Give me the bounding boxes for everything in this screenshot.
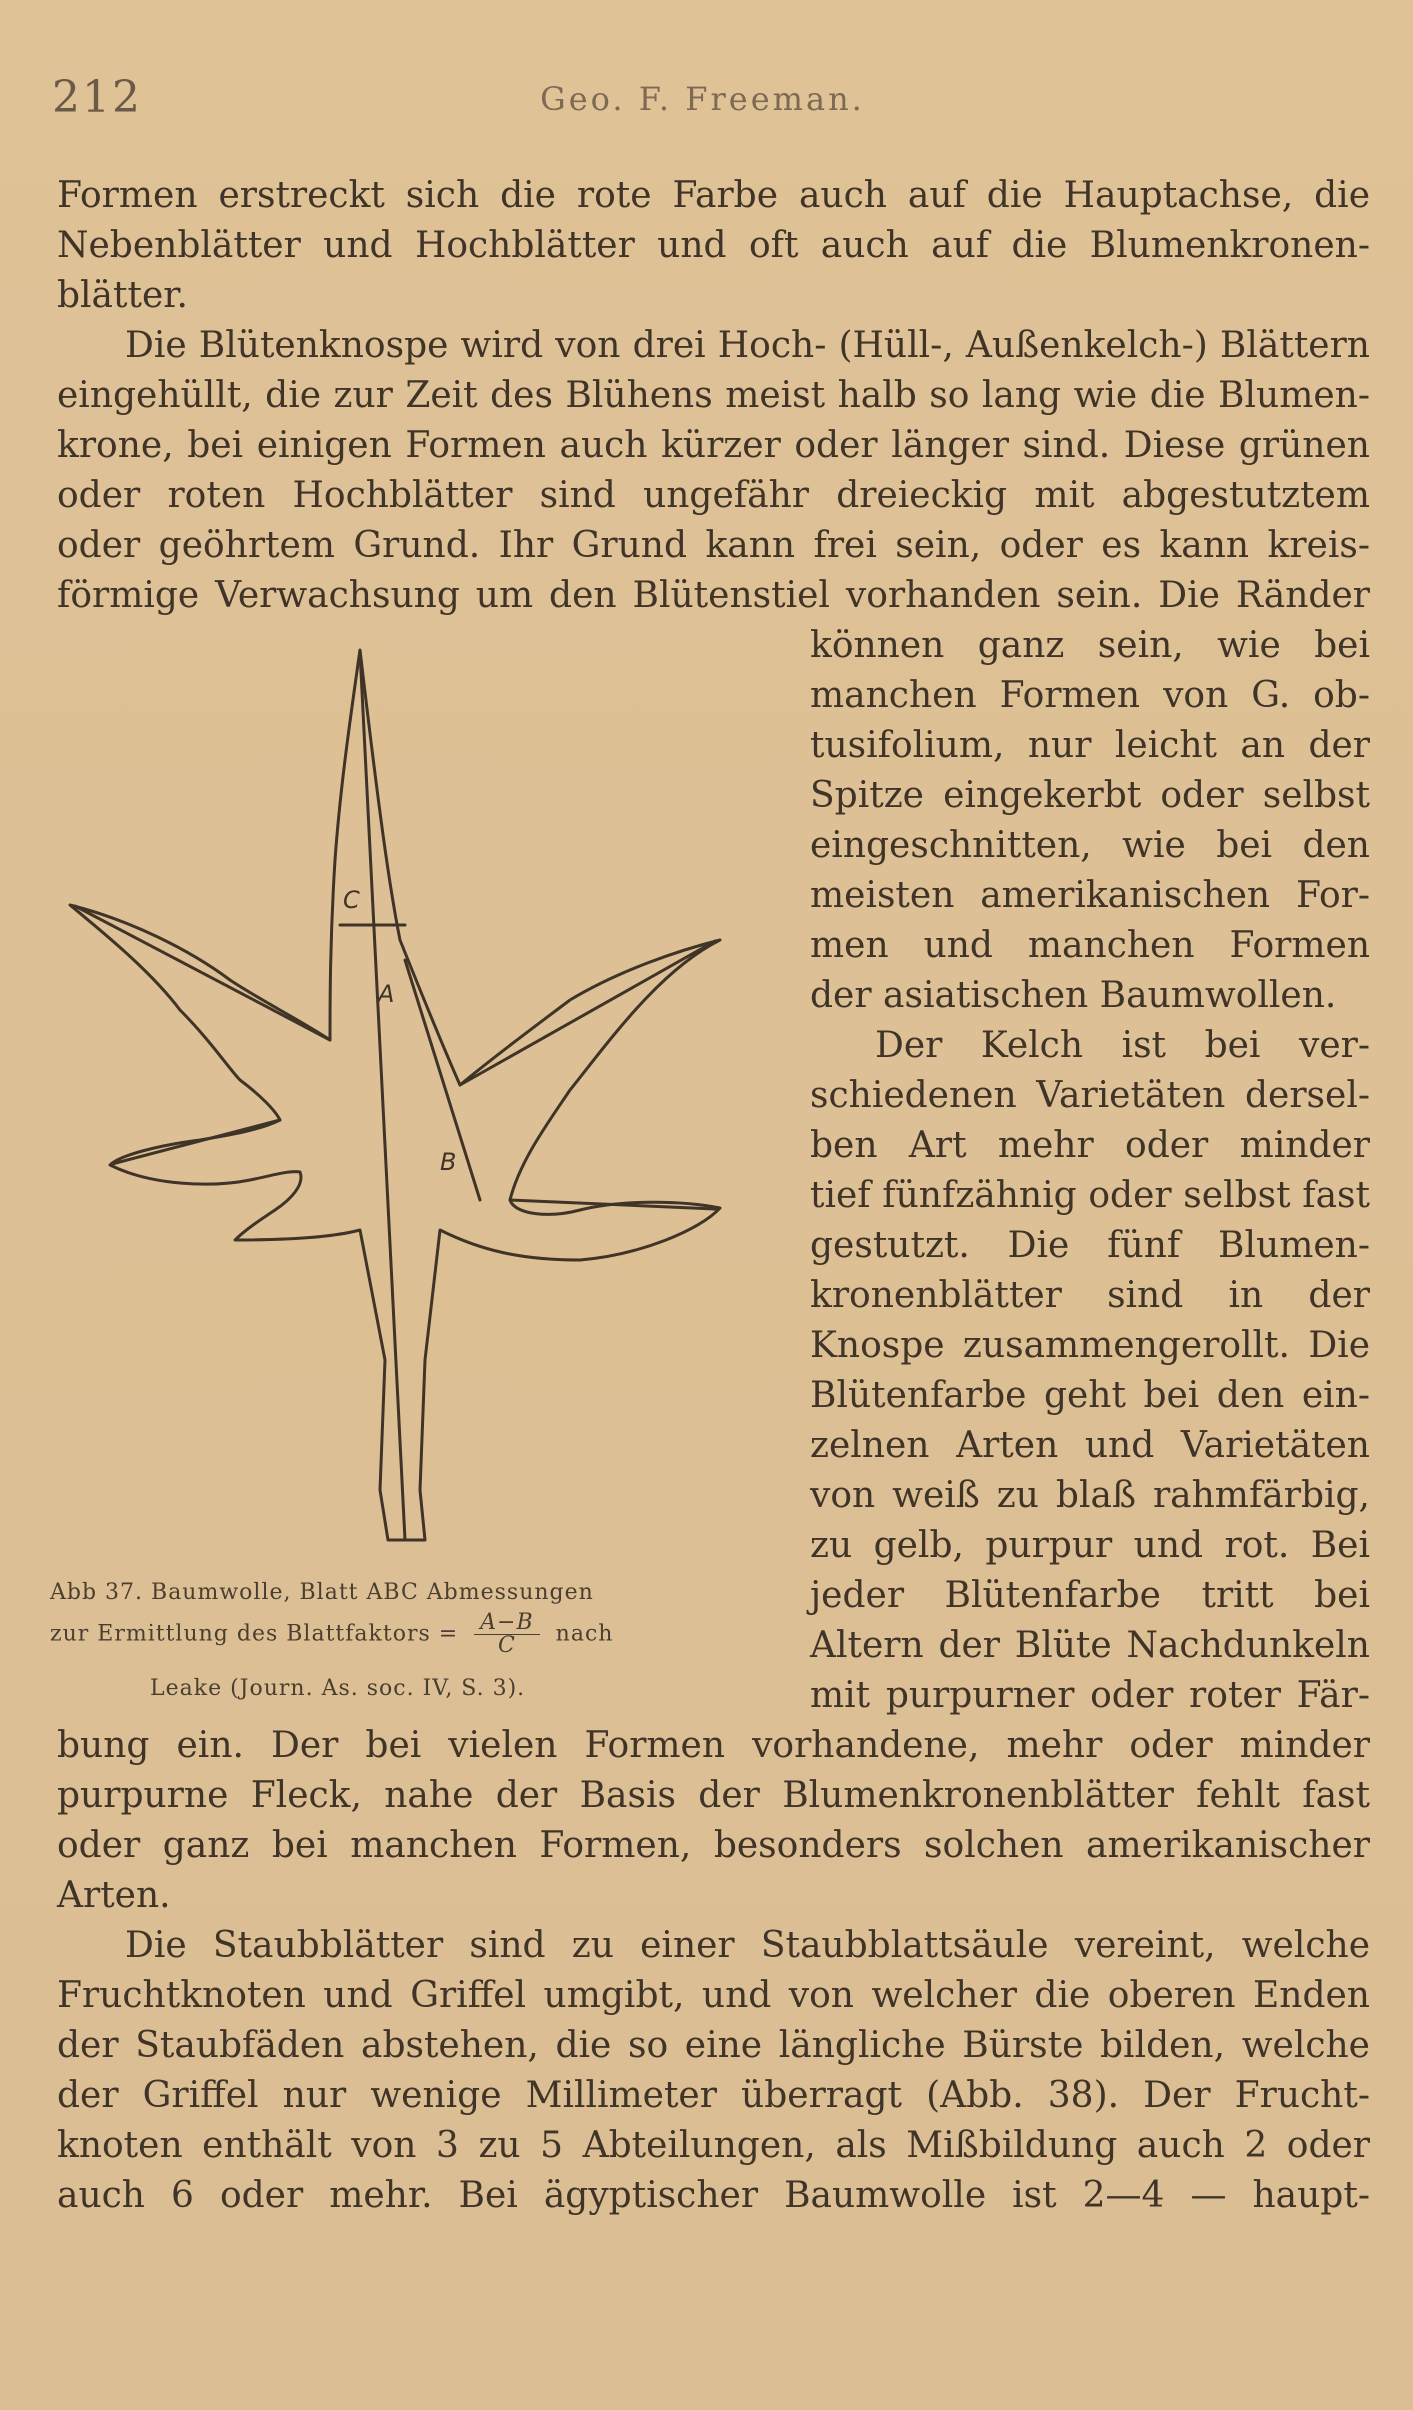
text-line: der Griffel nur wenige Millimeter überragt (Abb. 38). Der Frucht- [57,2075,1370,2116]
fraction-denominator: C [498,1633,516,1658]
column-line: jeder Blütenfarbe tritt bei [810,1575,1370,1616]
text-line: Arten. [57,1875,171,1916]
column-line: eingeschnitten, wie bei den [810,825,1370,866]
text-line: der Staubfäden abstehen, die so eine längliche Bürste bilden, welche [57,2025,1370,2066]
column-line: tusifolium, nur leicht an der [810,725,1370,766]
text-line: blätter. [57,275,188,316]
text-line: förmige Verwachsung um den Blütenstiel vorhanden sein. Die Ränder [57,575,1370,616]
text-line: Die Blütenknospe wird von drei Hoch- (Hüll-, Außenkelch-) Blättern [125,325,1370,366]
column-line: tief fünfzähnig oder selbst fast [810,1175,1370,1216]
column-line: meisten amerikanischen For- [810,875,1370,916]
column-line: Knospe zusammengerollt. Die [810,1325,1370,1366]
text-line: auch 6 oder mehr. Bei ägyptischer Baumwolle ist 2—4 — haupt- [57,2175,1370,2216]
column-line: zelnen Arten und Varietäten [810,1425,1370,1466]
text-line: oder ganz bei manchen Formen, besonders solchen amerikanischer [57,1825,1370,1866]
text-line: bung ein. Der bei vielen Formen vorhandene, mehr oder minder [57,1725,1370,1766]
column-line: Altern der Blüte Nachdunkeln [810,1625,1370,1666]
column-line: von weiß zu blaß rahmfärbig, [810,1475,1370,1516]
column-line: Der Kelch ist bei ver- [875,1025,1370,1066]
figure-caption-line: Abb 37. Baumwolle, Blatt ABC Abmessungen [50,1580,594,1605]
column-line: manchen Formen von G. ob- [810,675,1370,716]
caption-text: nach [555,1621,614,1647]
column-line: Spitze eingekerbt oder selbst [810,775,1370,816]
label-c: C [343,886,360,914]
column-line: schiedenen Varietäten dersel- [810,1075,1370,1116]
text-line: krone, bei einigen Formen auch kürzer oder länger sind. Diese grünen [57,425,1370,466]
running-title: Geo. F. Freeman. [540,80,865,118]
text-line: knoten enthält von 3 zu 5 Abteilungen, als Mißbildung auch 2 oder [57,2125,1370,2166]
text-line: Nebenblätter und Hochblätter und oft auch auf die Blumenkronen- [57,225,1370,266]
caption-text: zur Ermittlung des Blattfaktors = [50,1621,459,1647]
blattfaktor-fraction [474,1612,540,1657]
column-line: zu gelb, purpur und rot. Bei [810,1525,1370,1566]
column-line: ben Art mehr oder minder [810,1125,1370,1166]
figure-caption-line [50,1612,750,1657]
leaf-lobe-line [112,1120,280,1164]
leaf-lobe-line [75,906,330,1040]
column-line: mit purpurner oder roter Fär- [810,1675,1370,1716]
text-line: Die Staubblätter sind zu einer Staubblattsäule vereint, welche [125,1925,1370,1966]
column-line: der asiatischen Baumwollen. [810,975,1337,1016]
text-line: oder roten Hochblätter sind ungefähr dreieckig mit abgestutztem [57,475,1370,516]
column-line: men und manchen Formen [810,925,1370,966]
leaf-figure [60,640,760,1560]
page-number: 212 [52,72,142,123]
fraction-numerator: A−B [474,1612,540,1635]
text-line: eingehüllt, die zur Zeit des Blühens meist halb so lang wie die Blumen- [57,375,1370,416]
text-line: Formen erstreckt sich die rote Farbe auch auf die Hauptachse, die [57,175,1370,216]
text-line: purpurne Fleck, nahe der Basis der Blumenkronenblätter fehlt fast [57,1775,1370,1816]
text-line: oder geöhrtem Grund. Ihr Grund kann frei sein, oder es kann kreis- [57,525,1370,566]
column-line: Blütenfarbe geht bei den ein- [810,1375,1370,1416]
leaf-outline [70,650,720,1540]
label-a: A [378,980,395,1008]
figure-caption-line: Leake (Journ. As. soc. IV, S. 3). [150,1676,526,1701]
label-b: B [440,1148,457,1176]
leaf-lobe-line [460,941,715,1085]
text-line: Fruchtknoten und Griffel umgibt, und von welcher die oberen Enden [57,1975,1370,2016]
column-line: kronenblätter sind in der [810,1275,1370,1316]
column-line: gestutzt. Die fünf Blumen- [810,1225,1370,1266]
column-line: können ganz sein, wie bei [810,625,1370,666]
page-header [52,72,1353,132]
